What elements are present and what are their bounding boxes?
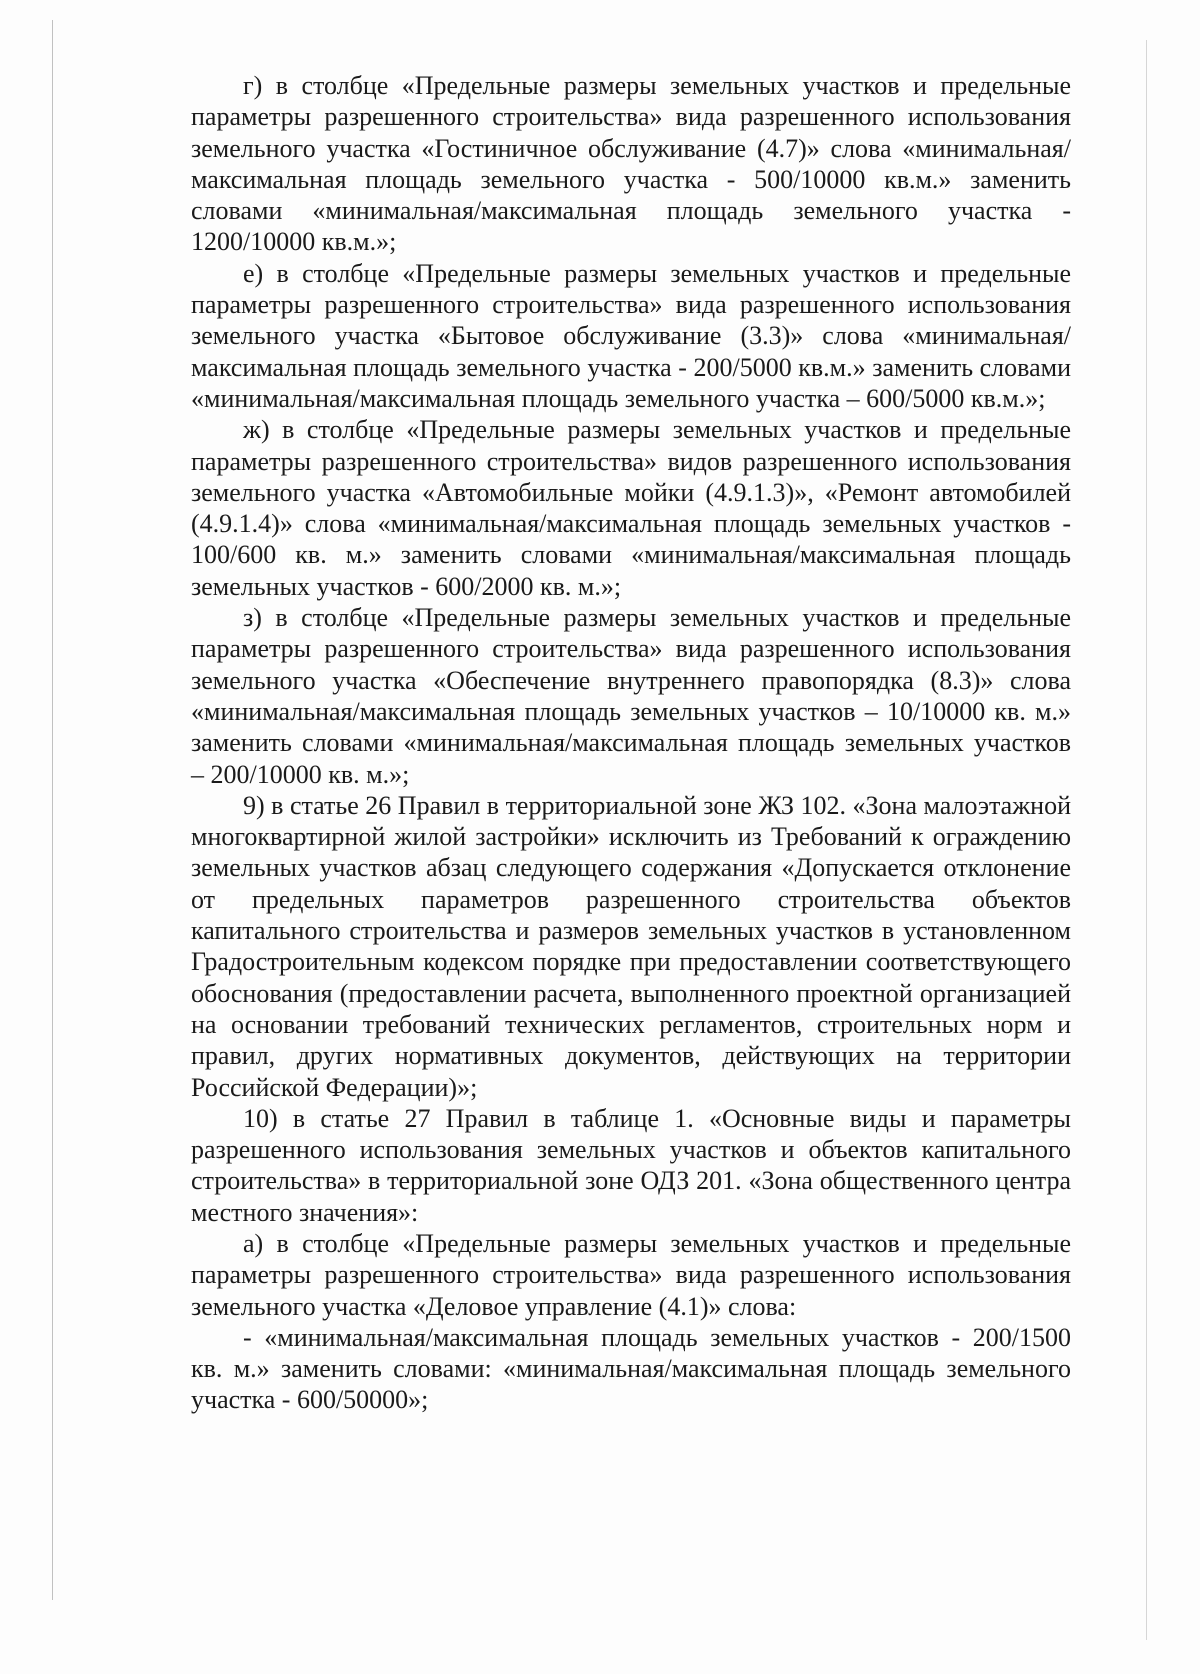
paragraph-item-9: 9) в статье 26 Правил в территориальной зоне ЖЗ 102. «Зона малоэтажной многоквартирной жилой застройки» исключить из Требований к ограждению земельных участков абзац следующего содержания «Допускается отклонение от предельных параметров разрешенного строительства объектов капитального строительства и размеров земельных участков в установленном Градостроительным кодексом порядке при предоставлении соответствующего обоснования (предоставлении расчета, выполненного проектной организацией на основании требований технических регламентов, строительных норм и правил, других нормативных документов, действующих на территории Российской Федерации)»; xyxy=(191,790,1071,1102)
document-body xyxy=(191,70,1071,1416)
paragraph-item-10: 10) в статье 27 Правил в таблице 1. «Основные виды и параметры разрешенного использования земельных участков и объектов капитального строительства» в территориальной зоне ОДЗ 201. «Зона общественного центра местного значения»: xyxy=(191,1103,1071,1227)
paragraph-a: а) в столбце «Предельные размеры земельных участков и предельные параметры разрешенного строительства» вида разрешенного использования земельного участка «Деловое управление (4.1)» слова: xyxy=(191,1228,1071,1321)
paragraph-dash-item: - «минимальная/максимальная площадь земельных участков - 200/1500 кв. м.» заменить словами: «минимальная/максимальная площадь земельного участка - 600/50000»; xyxy=(191,1322,1071,1415)
scan-left-edge xyxy=(52,20,53,1600)
paragraph-zh: ж) в столбце «Предельные размеры земельных участков и предельные параметры разрешенного строительства» видов разрешенного использования земельного участка «Автомобильные мойки (4.9.1.3)», «Ремонт автомобилей (4.9.1.4)» слова «минимальная/максимальная площадь земельных участков - 100/600 кв. м.» заменить словами «минимальная/максимальная площадь земельных участков - 600/2000 кв. м.»; xyxy=(191,415,1071,601)
paragraph-e: е) в столбце «Предельные размеры земельных участков и предельные параметры разрешенного строительства» вида разрешенного использования земельного участка «Бытовое обслуживание (3.3)» слова «минимальная/максимальная площадь земельного участка - 200/5000 кв.м.» заменить словами «минимальная/максимальная площадь земельного участка – 600/5000 кв.м.»; xyxy=(191,258,1071,413)
paragraph-g: г) в столбце «Предельные размеры земельных участков и предельные параметры разрешенного строительства» вида разрешенного использования земельного участка «Гостиничное обслуживание (4.7)» слова «минимальная/максимальная площадь земельного участка - 500/10000 кв.м.» заменить словами «минимальная/максимальная площадь земельного участка - 1200/10000 кв.м.»; xyxy=(191,71,1071,257)
paragraph-z: з) в столбце «Предельные размеры земельных участков и предельные параметры разрешенного строительства» вида разрешенного использования земельного участка «Обеспечение внутреннего правопорядка (8.3)» слова «минимальная/максимальная площадь земельных участков – 10/10000 кв. м.» заменить словами «минимальная/максимальная площадь земельных участков – 200/10000 кв. м.»; xyxy=(191,603,1071,789)
scan-right-edge xyxy=(1146,40,1147,1640)
